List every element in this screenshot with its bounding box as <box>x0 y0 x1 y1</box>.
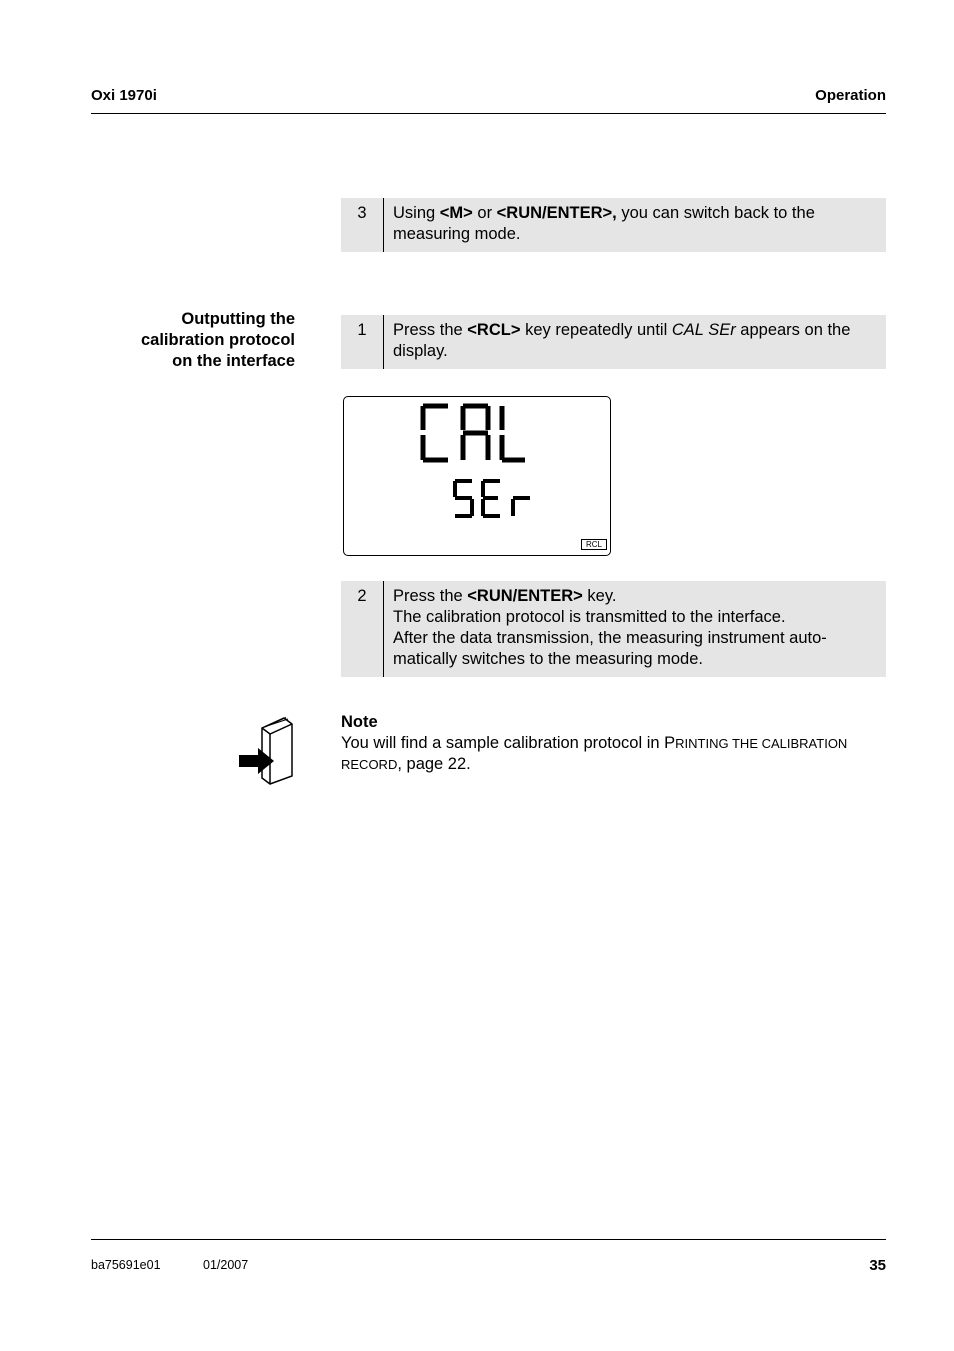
heading-line: calibration protocol <box>140 331 295 349</box>
key-label: <RCL> <box>467 321 521 339</box>
reference-smallcaps: RINTING THE CALIBRATION RECORD <box>341 736 848 772</box>
step-number: 1 <box>341 315 384 369</box>
reference-initial: P <box>664 734 676 752</box>
note-text: , page 22. <box>397 755 471 773</box>
step-number: 3 <box>341 198 384 252</box>
heading-line: on the interface <box>172 352 295 370</box>
step-number: 2 <box>341 581 384 677</box>
note-book-icon <box>236 714 298 793</box>
text-fragment: key repeatedly until <box>520 321 672 339</box>
step-1-row <box>341 315 886 369</box>
note-block <box>341 712 886 775</box>
step-line <box>393 586 878 607</box>
text-fragment: Using <box>393 204 440 222</box>
lcd-digit-r <box>513 498 530 516</box>
key-label: <RUN/ENTER> <box>467 587 583 605</box>
lcd-digit-e <box>483 481 500 516</box>
footer-doc-number: ba75691e01 <box>91 1258 161 1272</box>
lcd-digit-l <box>502 406 525 460</box>
page-number: 35 <box>869 1257 886 1274</box>
header-section: Operation <box>815 87 886 104</box>
text-fragment: appears on the display. <box>393 321 851 360</box>
text-fragment: key. <box>582 587 617 605</box>
step-text <box>384 198 886 252</box>
note-text: You will find a sample calibration protocol in <box>341 734 665 752</box>
lcd-digit-c <box>423 406 448 460</box>
note-title: Note <box>341 713 378 731</box>
footer-date: 01/2007 <box>203 1258 249 1272</box>
lcd-digit-a <box>463 406 488 460</box>
header-title: Oxi 1970i <box>91 87 157 104</box>
step-text <box>384 581 886 677</box>
key-label: <M> <box>439 204 473 222</box>
display-text: CAL SEr <box>671 321 736 339</box>
text-fragment: you can switch back to the measuring mode. <box>393 204 815 243</box>
heading-line: Outputting the <box>181 310 295 328</box>
step-text <box>384 315 886 369</box>
footer-rule <box>91 1239 886 1240</box>
header-rule <box>91 113 886 114</box>
step-line: The calibration protocol is transmitted to the interface. <box>393 608 786 626</box>
rcl-indicator: RCL <box>581 539 607 550</box>
text-fragment: or <box>472 204 497 222</box>
lcd-digit-s <box>455 481 472 516</box>
lcd-display <box>343 396 611 556</box>
step-3-row <box>341 198 886 252</box>
text-fragment: Press the <box>393 321 468 339</box>
key-label: <RUN/ENTER>, <box>496 204 617 222</box>
text-fragment: Press the <box>393 587 468 605</box>
step-line: After the data transmission, the measuring instrument auto-matically switches to the measuring mode. <box>393 629 827 668</box>
step-2-row <box>341 581 886 677</box>
section-heading <box>141 309 295 372</box>
lcd-segments <box>344 397 610 555</box>
